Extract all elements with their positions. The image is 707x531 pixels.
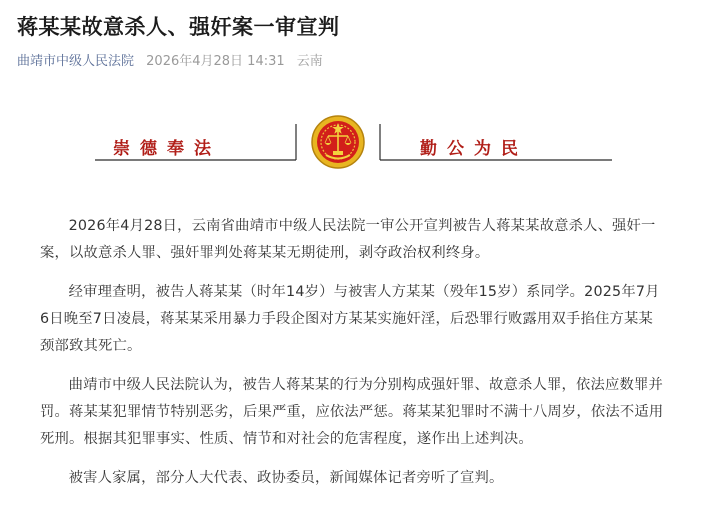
paragraph-4: 被害人家属，部分人大代表、政协委员，新闻媒体记者旁听了宣判。	[68, 470, 504, 486]
court-banner	[0, 107, 707, 187]
article-body	[40, 213, 664, 504]
publish-time: 2026年4月28日 14:31	[146, 54, 285, 69]
banner-motto-left: 崇德奉法	[113, 139, 221, 159]
publish-location: 云南	[296, 54, 323, 69]
paragraph-2: 经审理查明，被告人蒋某某（时年14岁）与被害人方某某（殁年15岁）系同学。2025年7月6日晚至7日凌晨，蒋某某采用暴力手段企图对方某某实施奸淫，后恐罪行败露用双手掐住方某某颈部致其死亡。	[40, 284, 660, 354]
paragraph-1: 2026年4月28日，云南省曲靖市中级人民法院一审公开宣判被告人蒋某某故意杀人、强奸一案，以故意杀人罪、强奸罪判处蒋某某无期徒刑，剥夺政治权利终身。	[40, 218, 656, 261]
court-emblem-icon	[312, 116, 364, 168]
article-title: 蒋某某故意杀人、强奸案一审宣判	[17, 15, 340, 39]
paragraph-3: 曲靖市中级人民法院认为，被告人蒋某某的行为分别构成强奸罪、故意杀人罪，依法应数罪并罚。蒋某某犯罪情节特别恶劣，后果严重，应依法严惩。蒋某某犯罪时不满十八周岁，依法不适用死刑。根据其犯罪事实、性质、情节和对社会的危害程度，遂作出上述判决。	[40, 377, 664, 447]
banner-motto-right: 勤公为民	[420, 139, 528, 159]
article-meta	[17, 50, 323, 69]
source-link[interactable]: 曲靖市中级人民法院	[17, 54, 135, 69]
